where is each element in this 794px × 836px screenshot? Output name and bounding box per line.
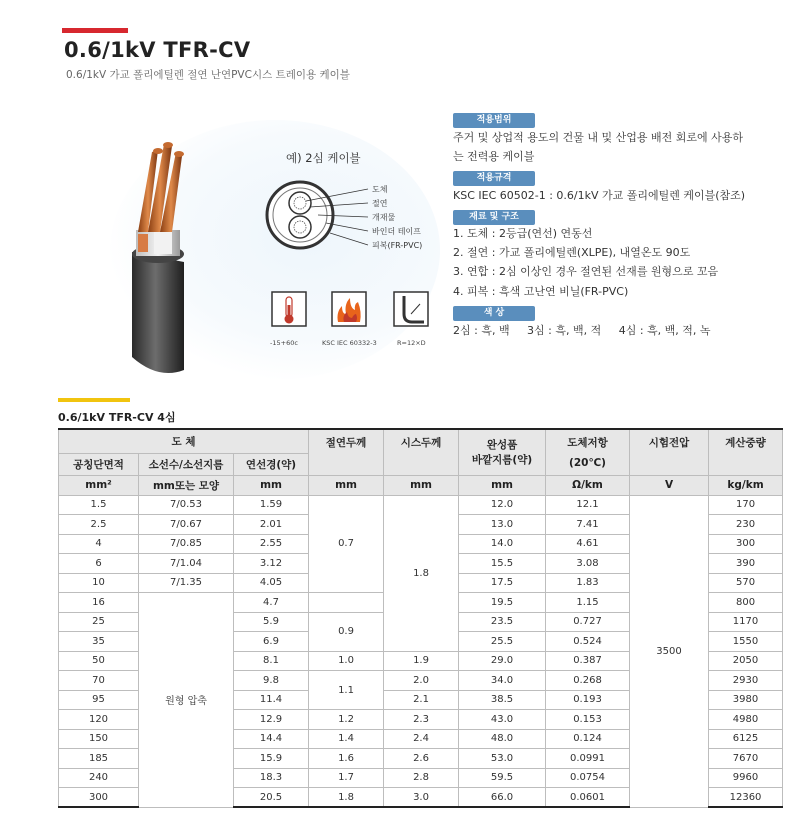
header-sheath: 시스두께	[384, 429, 459, 475]
cell-outer-diameter: 59.5	[459, 768, 546, 788]
cell-weight: 170	[709, 495, 783, 515]
cell-outer-diameter: 14.0	[459, 534, 546, 554]
unit-weight: kg/km	[709, 475, 783, 495]
cell-resistance: 0.124	[546, 729, 630, 749]
unit-area: mm²	[59, 475, 139, 495]
cell-weight: 4980	[709, 710, 783, 730]
unit-strands: mm또는 모양	[139, 475, 234, 495]
cell-strands: 7/1.35	[139, 573, 234, 593]
diagram-label-conductor: 도체	[372, 185, 388, 194]
cell-conductor-diameter: 2.55	[234, 534, 309, 554]
cell-resistance: 0.0991	[546, 749, 630, 769]
cell-weight: 800	[709, 593, 783, 613]
cell-strands-round-compressed: 원형 압축	[139, 593, 234, 808]
cell-area: 240	[59, 768, 139, 788]
cell-weight: 2930	[709, 671, 783, 691]
cell-weight: 390	[709, 554, 783, 574]
bend-radius-caption: R=12×D	[397, 339, 426, 347]
cell-resistance: 0.524	[546, 632, 630, 652]
title-accent-bar	[62, 28, 128, 33]
diagram-label-binder-tape: 바인더 테이프	[372, 227, 421, 236]
cell-strands: 7/0.67	[139, 515, 234, 535]
cell-area: 70	[59, 671, 139, 691]
standard-text: KSC IEC 60502-1 : 0.6/1kV 가교 폴리에틸렌 케이블(참조)	[453, 189, 746, 202]
material-badge: 재료 및 구조	[453, 210, 535, 225]
cell-outer-diameter: 19.5	[459, 593, 546, 613]
header-conductor: 도 체	[59, 429, 309, 453]
thermometer-caption: -15+60c	[270, 339, 298, 347]
cell-area: 2.5	[59, 515, 139, 535]
cell-outer-diameter: 48.0	[459, 729, 546, 749]
cell-conductor-diameter: 9.8	[234, 671, 309, 691]
cell-area: 10	[59, 573, 139, 593]
cell-sheath: 1.8	[384, 495, 459, 651]
cell-insulation-empty	[309, 593, 384, 613]
cell-resistance: 0.387	[546, 651, 630, 671]
scope-text-line1: 주거 및 상업적 용도의 건물 내 및 산업용 배전 회로에 사용하	[453, 131, 743, 144]
material-item-4: 4. 피복 : 흑색 고난연 비닐(FR-PVC)	[453, 285, 629, 298]
cell-conductor-diameter: 3.12	[234, 554, 309, 574]
cell-weight: 570	[709, 573, 783, 593]
cell-insulation: 1.8	[309, 788, 384, 808]
cell-conductor-diameter: 11.4	[234, 690, 309, 710]
cell-conductor-diameter: 12.9	[234, 710, 309, 730]
cell-conductor-diameter: 15.9	[234, 749, 309, 769]
cell-resistance: 0.193	[546, 690, 630, 710]
cell-insulation: 1.0	[309, 651, 384, 671]
cell-area: 25	[59, 612, 139, 632]
cell-weight: 230	[709, 515, 783, 535]
cell-conductor-diameter: 4.7	[234, 593, 309, 613]
cell-strands: 7/0.85	[139, 534, 234, 554]
cable-cross-section-diagram	[260, 145, 450, 260]
cell-area: 6	[59, 554, 139, 574]
cell-conductor-diameter: 1.59	[234, 495, 309, 515]
cell-weight: 6125	[709, 729, 783, 749]
header-outer-diameter-line2: 바깥지름(약)	[471, 454, 533, 467]
cell-resistance: 3.08	[546, 554, 630, 574]
cell-outer-diameter: 17.5	[459, 573, 546, 593]
cell-conductor-diameter: 5.9	[234, 612, 309, 632]
page-title: 0.6/1kV TFR-CV	[64, 38, 251, 62]
cell-insulation: 1.1	[309, 671, 384, 710]
unit-sheath: mm	[384, 475, 459, 495]
header-outer-diameter-line1: 완성품	[486, 439, 518, 452]
unit-resistance: Ω/km	[546, 475, 630, 495]
cell-conductor-diameter: 14.4	[234, 729, 309, 749]
material-item-1: 1. 도체 : 2등급(연선) 연동선	[453, 227, 593, 240]
cell-outer-diameter: 15.5	[459, 554, 546, 574]
cell-resistance: 0.0601	[546, 788, 630, 808]
cell-weight: 300	[709, 534, 783, 554]
cell-resistance: 1.83	[546, 573, 630, 593]
cell-outer-diameter: 34.0	[459, 671, 546, 691]
unit-conductor-diameter: mm	[234, 475, 309, 495]
cell-insulation: 1.7	[309, 768, 384, 788]
cable-product-image	[118, 122, 278, 382]
cell-outer-diameter: 13.0	[459, 515, 546, 535]
cell-resistance: 0.153	[546, 710, 630, 730]
cell-resistance: 1.15	[546, 593, 630, 613]
cell-area: 1.5	[59, 495, 139, 515]
thermometer-icon	[272, 292, 306, 326]
cell-strands: 7/1.04	[139, 554, 234, 574]
cell-outer-diameter: 66.0	[459, 788, 546, 808]
cell-insulation: 0.9	[309, 612, 384, 651]
cell-weight: 12360	[709, 788, 783, 808]
cell-outer-diameter: 29.0	[459, 651, 546, 671]
cell-strands: 7/0.53	[139, 495, 234, 515]
cell-sheath: 3.0	[384, 788, 459, 808]
cell-conductor-diameter: 8.1	[234, 651, 309, 671]
cell-area: 300	[59, 788, 139, 808]
unit-voltage: V	[630, 475, 709, 495]
cell-sheath: 2.8	[384, 768, 459, 788]
bend-radius-icon	[394, 292, 428, 326]
cell-outer-diameter: 23.5	[459, 612, 546, 632]
flame-icon	[332, 292, 366, 326]
cell-outer-diameter: 25.5	[459, 632, 546, 652]
cell-sheath: 2.0	[384, 671, 459, 691]
material-item-2: 2. 절연 : 가교 폴리에틸렌(XLPE), 내열온도 90도	[453, 246, 691, 259]
cell-insulation: 1.2	[309, 710, 384, 730]
cell-weight: 7670	[709, 749, 783, 769]
header-insulation: 절연두께	[309, 429, 384, 475]
diagram-label-sheath: 피복(FR-PVC)	[372, 241, 423, 250]
header-outer-diameter	[459, 429, 546, 475]
cell-area: 95	[59, 690, 139, 710]
header-conductor-diameter: 연선경(약)	[234, 453, 309, 475]
cell-conductor-diameter: 20.5	[234, 788, 309, 808]
header-resistance	[546, 429, 630, 475]
cell-conductor-diameter: 18.3	[234, 768, 309, 788]
cell-resistance: 4.61	[546, 534, 630, 554]
cell-weight: 9960	[709, 768, 783, 788]
spec-table	[58, 428, 783, 808]
color-badge: 색 상	[453, 306, 535, 321]
unit-outer-diameter: mm	[459, 475, 546, 495]
cell-resistance: 0.268	[546, 671, 630, 691]
header-strands: 소선수/소선지름	[139, 453, 234, 475]
cell-sheath: 2.4	[384, 729, 459, 749]
cell-area: 185	[59, 749, 139, 769]
cell-area: 35	[59, 632, 139, 652]
cell-resistance: 12.1	[546, 495, 630, 515]
cell-weight: 1550	[709, 632, 783, 652]
diagram-label-insulation: 절연	[372, 199, 388, 208]
header-resistance-line1: 도체저항	[567, 437, 608, 450]
cell-sheath: 1.9	[384, 651, 459, 671]
cell-resistance: 7.41	[546, 515, 630, 535]
cell-weight: 1170	[709, 612, 783, 632]
table-row	[59, 495, 783, 515]
header-area: 공칭단면적	[59, 453, 139, 475]
material-item-3: 3. 연합 : 2심 이상인 경우 절연된 선재를 원형으로 꼬음	[453, 265, 719, 278]
header-resistance-line2: (20℃)	[569, 457, 606, 470]
diagram-label-filler: 개재물	[372, 213, 396, 222]
cell-area: 150	[59, 729, 139, 749]
table-accent-bar	[58, 398, 130, 402]
cell-sheath: 2.1	[384, 690, 459, 710]
cell-test-voltage: 3500	[630, 495, 709, 807]
flame-caption: KSC IEC 60332-3	[322, 339, 377, 347]
cell-outer-diameter: 43.0	[459, 710, 546, 730]
page-subtitle: 0.6/1kV 가교 폴리에틸렌 절연 난연PVC시스 트레이용 케이블	[66, 69, 350, 81]
table-title: 0.6/1kV TFR-CV 4심	[58, 411, 176, 424]
cell-insulation: 1.4	[309, 729, 384, 749]
cell-area: 120	[59, 710, 139, 730]
cell-resistance: 0.0754	[546, 768, 630, 788]
cell-outer-diameter: 38.5	[459, 690, 546, 710]
standard-badge: 적용규격	[453, 171, 535, 186]
cell-weight: 3980	[709, 690, 783, 710]
cell-conductor-diameter: 4.05	[234, 573, 309, 593]
cell-area: 16	[59, 593, 139, 613]
cell-conductor-diameter: 6.9	[234, 632, 309, 652]
header-test-voltage: 시험전압	[630, 429, 709, 475]
cell-outer-diameter: 12.0	[459, 495, 546, 515]
cell-resistance: 0.727	[546, 612, 630, 632]
header-weight: 계산중량	[709, 429, 783, 475]
unit-insulation: mm	[309, 475, 384, 495]
scope-text-line2: 는 전력용 케이블	[453, 150, 535, 163]
color-text: 2심 : 흑, 백 3심 : 흑, 백, 적 4심 : 흑, 백, 적, 녹	[453, 324, 711, 337]
diagram-title: 예) 2심 케이블	[286, 151, 361, 165]
scope-badge: 적용범위	[453, 113, 535, 128]
cell-area: 4	[59, 534, 139, 554]
cell-sheath: 2.6	[384, 749, 459, 769]
cell-conductor-diameter: 2.01	[234, 515, 309, 535]
cell-insulation: 1.6	[309, 749, 384, 769]
cell-sheath: 2.3	[384, 710, 459, 730]
cell-outer-diameter: 53.0	[459, 749, 546, 769]
cell-area: 50	[59, 651, 139, 671]
cell-insulation: 0.7	[309, 495, 384, 593]
cell-weight: 2050	[709, 651, 783, 671]
